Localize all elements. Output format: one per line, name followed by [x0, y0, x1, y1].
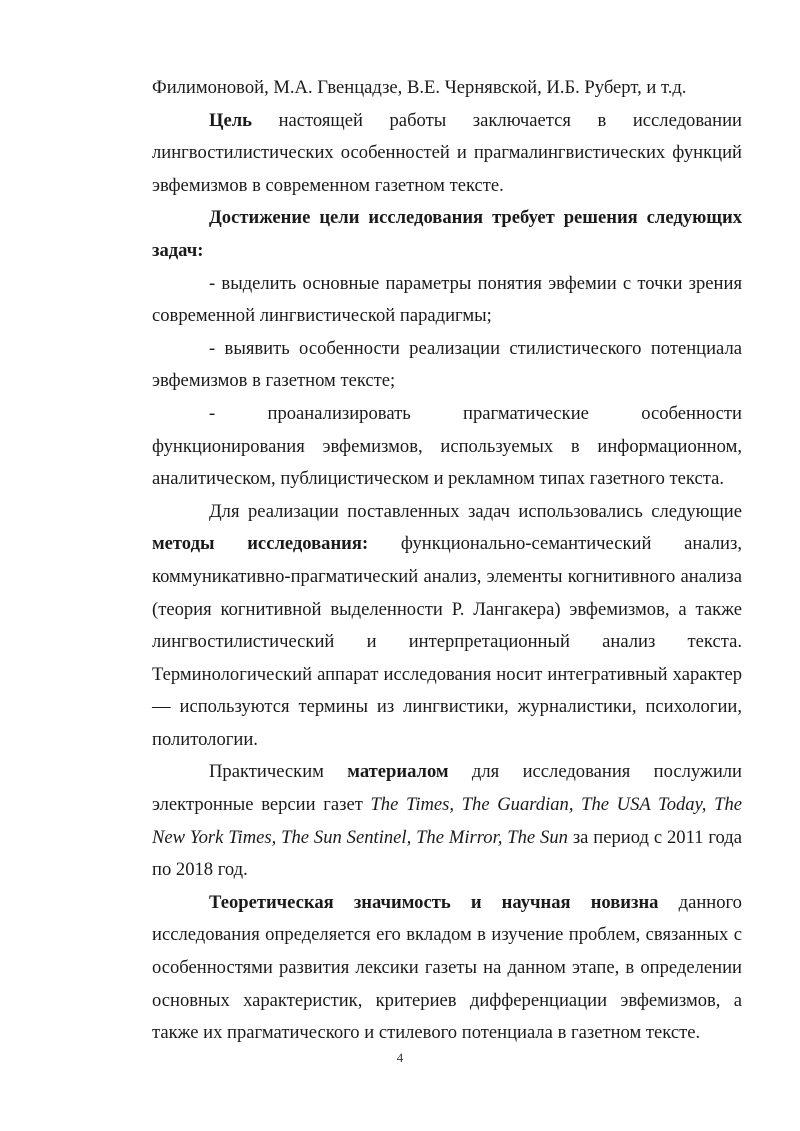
page-number: 4: [396, 1050, 404, 1065]
material-text: для исследования послужили электронные версии газет: [152, 761, 742, 816]
task-item-1: [152, 268, 742, 333]
task-1-text: - выделить основные параметры понятия эвфемии с точки зрения современной лингвистической парадигмы;: [152, 272, 742, 327]
methods-heading: методы исследования:: [152, 533, 369, 555]
paragraph-methods: [152, 496, 742, 757]
goal-text: настоящей работы заключается в исследовании лингвостилистических особенностей и прагмалингвистических функций эвфемизмов в современном газетном тексте.: [152, 109, 742, 196]
paragraph-goal: [152, 105, 742, 203]
paragraph-tasks-heading: [152, 202, 742, 267]
paragraph-significance: [152, 887, 742, 1050]
material-period: за период с 2011 года по 2018 год.: [152, 826, 742, 881]
task-item-3: [152, 398, 742, 496]
goal-heading: Цель: [209, 109, 252, 131]
tasks-heading: Достижение цели исследования требует решения следующих задач:: [152, 207, 742, 261]
material-intro: Практическим: [209, 761, 348, 783]
significance-heading: Теоретическая значимость и научная новизна: [209, 891, 659, 913]
task-3-text: - проанализировать прагматические особенности функционирования эвфемизмов, используемых в информационном, аналитическом, публицистическом и рекламном типах газетного текста.: [152, 402, 742, 490]
methods-intro: Для реализации поставленных задач использовались следующие: [209, 500, 742, 522]
paragraph-material: [152, 756, 742, 886]
significance-text: данного исследования определяется его вкладом в изучение проблем, связанных с особенностями развития лексики газеты на данном этапе, в определении основных характеристик, критериев дифференциации эвфемизмов, а также их прагматического и стилевого потенциала в газетном тексте.: [152, 891, 742, 1044]
newspaper-list: The Times, The Guardian, The USA Today, The New York Times, The Sun Sentinel, The Mirror, The Sun: [152, 794, 742, 848]
material-heading: материалом: [347, 761, 449, 783]
task-2-text: - выявить особенности реализации стилистического потенциала эвфемизмов в газетном тексте;: [152, 337, 742, 392]
task-item-2: [152, 333, 742, 398]
body-text: [152, 72, 742, 1050]
authors-text: Филимоновой, М.А. Гвенцадзе, В.Е. Чернявской, И.Б. Руберт, и т.д.: [152, 77, 687, 98]
paragraph-authors: [152, 72, 742, 105]
methods-text: функционально-семантический анализ, коммуникативно-прагматический анализ, элементы когнитивного анализа (теория когнитивной выделенности Р. Лангакера) эвфемизмов, а также лингвостилистический и интерпретационный анализ текста. Терминологический аппарат исследования носит интегративный характер — используются термины из лингвистики, журналистики, психологии, политологии.: [152, 533, 742, 750]
